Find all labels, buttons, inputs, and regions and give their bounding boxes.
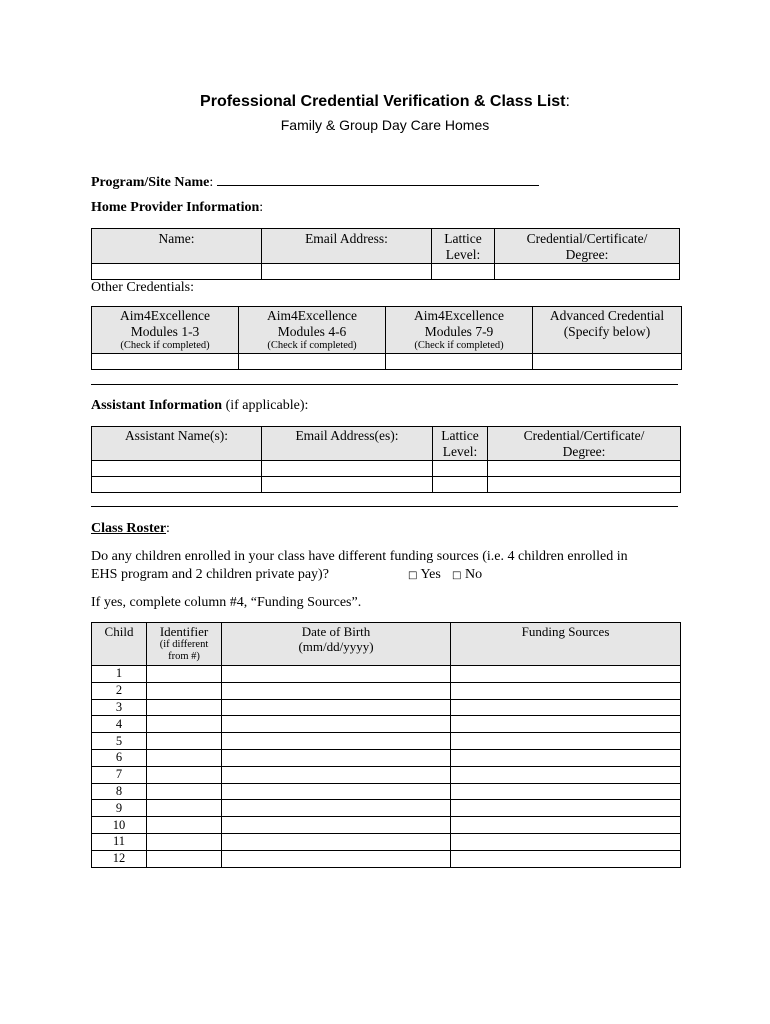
header-assistant-name: Assistant Name(s): [92,427,262,461]
roster-row [92,699,681,716]
no-label: No [464,567,483,582]
funding-sources-cell[interactable] [451,833,681,850]
program-site-field[interactable] [217,173,539,186]
funding-sources-cell[interactable] [451,699,681,716]
child-number: 9 [92,800,147,817]
identifier-cell[interactable] [147,766,222,783]
date-of-birth-cell[interactable] [222,833,451,850]
funding-sources-cell[interactable] [451,783,681,800]
identifier-cell[interactable] [147,833,222,850]
class-roster-table [91,622,681,868]
home-provider-heading: Home Provider Information: [91,200,264,215]
identifier-cell[interactable] [147,666,222,683]
aim4excellence-1-3-header: Aim4Excellence Modules 1-3 (Check if completed) [92,307,239,354]
aim4excellence-1-3-cell[interactable] [92,354,239,370]
funding-sources-cell[interactable] [451,850,681,867]
roster-row [92,716,681,733]
date-of-birth-cell[interactable] [222,666,451,683]
header-child: Child [92,623,147,666]
funding-sources-cell[interactable] [451,716,681,733]
roster-row [92,749,681,766]
header-email: Email Address: [262,229,432,264]
funding-sources-cell[interactable] [451,766,681,783]
roster-row [92,833,681,850]
header-assistant-email: Email Address(es): [262,427,433,461]
date-of-birth-cell[interactable] [222,682,451,699]
no-checkbox[interactable]: □ [452,570,462,581]
funding-sources-cell[interactable] [451,817,681,834]
roster-row [92,850,681,867]
identifier-cell[interactable] [147,850,222,867]
yes-label: Yes [420,567,441,582]
header-funding-sources: Funding Sources [451,623,681,666]
provider-lattice-cell[interactable] [432,264,495,280]
other-credentials-label: Other Credentials: [91,280,195,295]
funding-question-line-2: EHS program and 2 children private pay)? [91,567,329,582]
assistant-email-cell[interactable] [262,477,433,493]
funding-sources-cell[interactable] [451,749,681,766]
header-date-of-birth: Date of Birth (mm/dd/yyyy) [222,623,451,666]
header-name: Name: [92,229,262,264]
header-assistant-credential: Credential/Certificate/ Degree: [488,427,681,461]
date-of-birth-cell[interactable] [222,783,451,800]
funding-sources-cell[interactable] [451,682,681,699]
header-identifier: Identifier (if different from #) [147,623,222,666]
assistant-name-cell[interactable] [92,477,262,493]
roster-body [92,666,681,868]
identifier-cell[interactable] [147,682,222,699]
roster-instruction: If yes, complete column #4, “Funding Sources”. [91,595,362,610]
funding-sources-cell[interactable] [451,666,681,683]
roster-row [92,733,681,750]
program-site-line: Program/Site Name: [91,173,539,191]
yes-option[interactable] [408,567,441,583]
header-assistant-lattice: Lattice Level: [433,427,488,461]
provider-email-cell[interactable] [262,264,432,280]
separator-line [91,506,678,507]
assistant-heading: Assistant Information (if applicable): [91,398,309,413]
date-of-birth-cell[interactable] [222,800,451,817]
assistant-credential-cell[interactable] [488,477,681,493]
date-of-birth-cell[interactable] [222,699,451,716]
identifier-cell[interactable] [147,733,222,750]
assistant-lattice-cell[interactable] [433,461,488,477]
date-of-birth-cell[interactable] [222,766,451,783]
separator-line [91,384,678,385]
identifier-cell[interactable] [147,699,222,716]
assistant-credential-cell[interactable] [488,461,681,477]
child-number: 3 [92,699,147,716]
roster-row [92,766,681,783]
child-number: 1 [92,666,147,683]
assistant-table [91,426,681,493]
identifier-cell[interactable] [147,783,222,800]
no-option[interactable] [452,567,482,583]
roster-row [92,817,681,834]
provider-credential-cell[interactable] [495,264,680,280]
roster-row [92,783,681,800]
yes-checkbox[interactable]: □ [408,570,418,581]
page-subtitle: Family & Group Day Care Homes [280,117,490,133]
child-number: 4 [92,716,147,733]
class-roster-heading: Class Roster: [91,521,170,536]
assistant-name-cell[interactable] [92,461,262,477]
date-of-birth-cell[interactable] [222,850,451,867]
funding-sources-cell[interactable] [451,800,681,817]
child-number: 2 [92,682,147,699]
aim4excellence-4-6-cell[interactable] [239,354,386,370]
home-provider-table [91,228,680,280]
other-credentials-table [91,306,682,370]
date-of-birth-cell[interactable] [222,716,451,733]
roster-row [92,800,681,817]
child-number: 8 [92,783,147,800]
identifier-cell[interactable] [147,817,222,834]
child-number: 7 [92,766,147,783]
date-of-birth-cell[interactable] [222,733,451,750]
aim4excellence-7-9-cell[interactable] [386,354,533,370]
provider-name-cell[interactable] [92,264,262,280]
program-site-label: Program/Site Name [91,175,210,190]
child-number: 6 [92,749,147,766]
aim4excellence-7-9-header: Aim4Excellence Modules 7-9 (Check if completed) [386,307,533,354]
assistant-lattice-cell[interactable] [433,477,488,493]
funding-sources-cell[interactable] [451,733,681,750]
aim4excellence-4-6-header: Aim4Excellence Modules 4-6 (Check if completed) [239,307,386,354]
child-number: 5 [92,733,147,750]
date-of-birth-cell[interactable] [222,749,451,766]
identifier-cell[interactable] [147,800,222,817]
header-credential: Credential/Certificate/ Degree: [495,229,680,264]
page-title: Professional Credential Verification & Class List: [200,93,570,110]
roster-row [92,682,681,699]
identifier-cell[interactable] [147,749,222,766]
child-number: 12 [92,850,147,867]
roster-row [92,666,681,683]
header-lattice-level: Lattice Level: [432,229,495,264]
child-number: 11 [92,833,147,850]
advanced-credential-header: Advanced Credential (Specify below) [533,307,682,354]
funding-question-line-1: Do any children enrolled in your class have different funding sources (i.e. 4 children enrolled in [91,549,628,564]
advanced-credential-cell[interactable] [533,354,682,370]
child-number: 10 [92,817,147,834]
date-of-birth-cell[interactable] [222,817,451,834]
identifier-cell[interactable] [147,716,222,733]
assistant-email-cell[interactable] [262,461,433,477]
